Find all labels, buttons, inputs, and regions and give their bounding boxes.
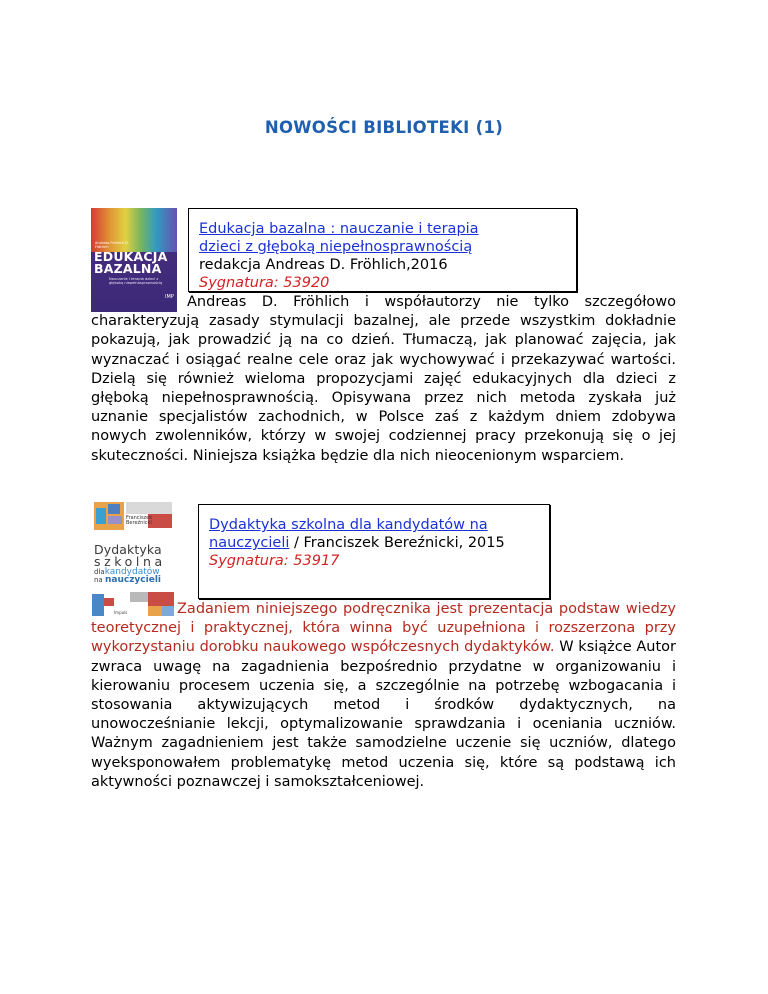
cover-title-word: nauczycieli (104, 575, 161, 585)
cover-title-word: dla (94, 568, 105, 576)
cover-pattern (126, 502, 172, 514)
publisher-mark: IMP (165, 294, 174, 300)
cover-author: Andreas Fröhlich D. Fröhlich (95, 241, 129, 249)
book-signature: Sygnatura: 53917 (209, 553, 340, 569)
book-title-link[interactable]: Dydaktyka szkolna dla kandydatów na (209, 517, 488, 533)
book-info-box (198, 504, 550, 599)
book-signature: Sygnatura: 53920 (199, 275, 330, 291)
cover-title-line2: BAZALNA (94, 261, 162, 276)
cover-pattern (96, 508, 106, 524)
book-author: / Franciszek Bereźnicki, 2015 (289, 535, 505, 551)
cover-title-line1: Dydaktyka (94, 542, 162, 557)
cover-title (94, 251, 174, 275)
cover-title-line1: EDUKACJA (94, 249, 168, 264)
cover-title-line2: szkolna (94, 554, 166, 569)
cover-pattern (108, 504, 120, 514)
book-description (91, 600, 676, 792)
cover-title-line4 (94, 576, 176, 584)
cover-subtitle: Nauczanie i terapia dzieci z głęboką niepełnosprawnością (109, 277, 163, 286)
book-title-link-cont[interactable]: nauczycieli (209, 535, 290, 551)
cover-author: Franciszek Bereźnicki (126, 515, 153, 526)
cover-title-word: kandydatów (104, 567, 160, 577)
book-author: redakcja Andreas D. Fröhlich,2016 (199, 257, 448, 273)
book-title-link-cont[interactable]: dzieci z głęboką niepełnosprawnością (199, 239, 473, 255)
cover-pattern (108, 516, 122, 524)
publisher-mark: Impuls (114, 610, 128, 615)
book-description-highlight: Zadaniem niniejszego podręcznika jest prezentacja podstaw wiedzy teoretycznej i praktycznej, która winna być uzupełniona i rozszerzona przy wykorzystaniu dorobku naukowego współczesnych dydaktyków. (91, 601, 676, 656)
cover-title-word: na (94, 576, 103, 584)
book-description-rest: W książce Autor zwraca uwagę na zagadnienia bezpośrednio przydatne w organizowaniu i kierowaniu procesem uczenia się, a szczególnie na potrzebę wzbogacania i stosowania aktywizujących metod i środków dydaktycznych, na unowocześnianie lekcji, optymalizowanie sprawdzania i oceniania uczniów. Ważnym zagadnieniem jest także samodzielne uczenie się uczniów, dlatego wyeksponowałem problematykę metod uczenia się, które są podstawą ich aktywności poznawczej i samokształceniowej. (91, 639, 676, 790)
cover-title (94, 543, 176, 584)
book-title-link[interactable]: Edukacja bazalna : nauczanie i terapia (199, 221, 479, 237)
page-title: NOWOŚCI BIBLIOTEKI (1) (264, 118, 504, 137)
book-description: Andreas D. Fröhlich i współautorzy nie tylko szczegółowo charakteryzują zasady stymulacji bazalnej, ale przede wszystkim dokładnie pokazują, jak prowadzić ją na co dzień. Tłumaczą, jak planować zajęcia, jak wyznaczać i osiągać realne cele oraz jak wychowywać i przekazywać wartości. Dzielą się również wieloma propozycjami zajęć edukacyjnych dla dzieci z głęboką niepełnosprawnością. Opisywana przez nich metoda zyskała już uznanie specjalistów zachodnich, w Polsce zaś z każdym dniem zdobywa nowych zwolenników, którzy w swojej codziennej pracy przekonują się o jej skuteczności. Niniejsza książka będzie dla nich nieocenionym wsparciem. (91, 294, 676, 464)
book-info-box (188, 208, 577, 292)
